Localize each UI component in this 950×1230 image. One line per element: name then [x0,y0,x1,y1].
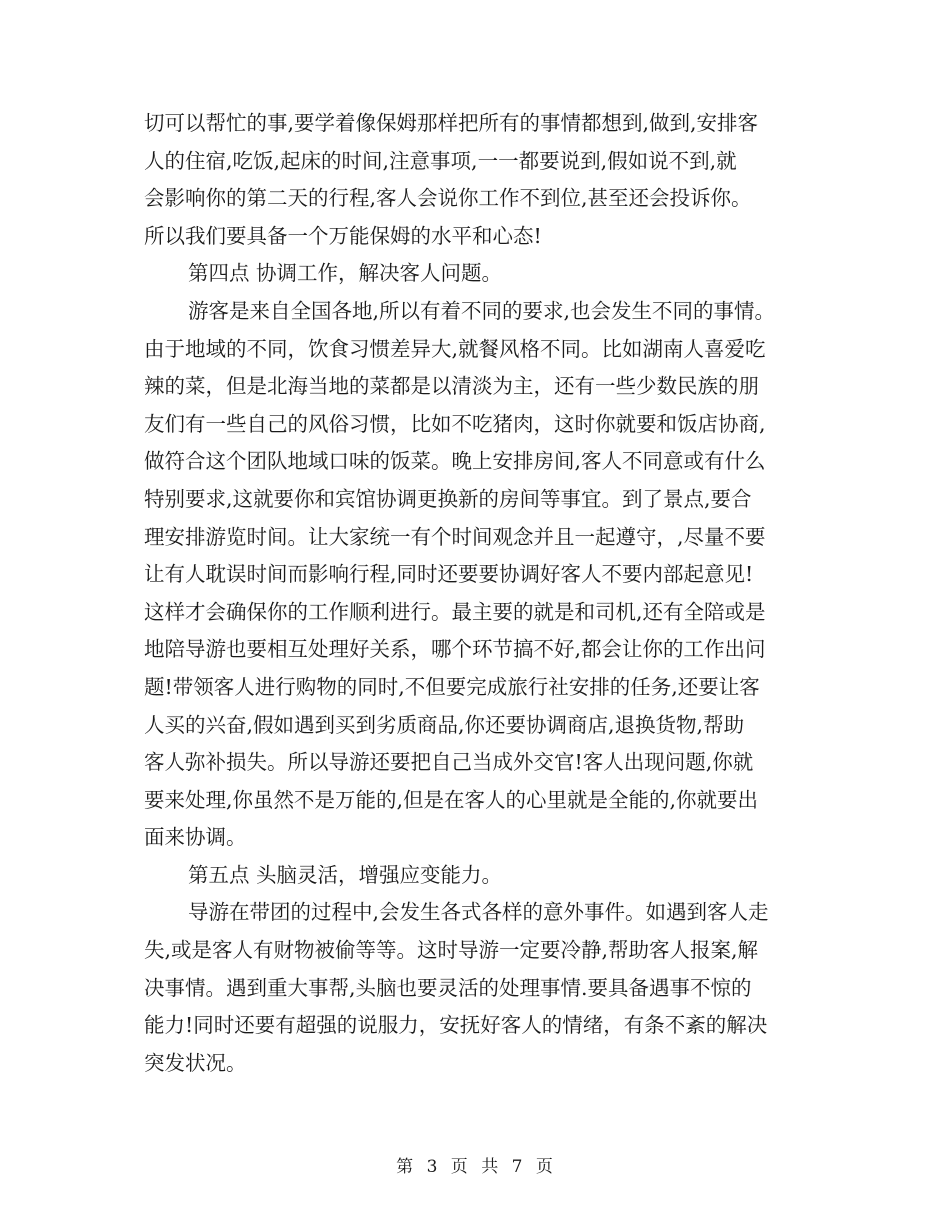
text-line: 切可以帮忙的事,要学着像保姆那样把所有的事情都想到,做到,安排客 [144,111,759,135]
text-line: 面来协调。 [144,825,247,850]
text-line: 这样才会确保你的工作顺利进行。最主要的就是和司机,还有全陪或是 [144,599,766,624]
text-line: 会影响你的第二天的行程,客人会说你工作不到位,甚至还会投诉你。 [144,186,752,211]
text-line: 友们有一些自己的风俗习惯，比如不吃猪肉，这时你就要和饭店协商, [144,411,766,436]
text-line: 要来处理,你虽然不是万能的,但是在客人的心里就是全能的,你就要出 [144,787,759,812]
text-line: 突发状况。 [144,1050,247,1075]
text-line: 导游在带团的过程中,会发生各式各样的意外事件。如遇到客人走 [188,900,769,925]
text-line: 人的住宿,吃饭,起床的时间,注意事项,一一都要说到,假如说不到,就 [144,148,737,173]
text-line: 特别要求,这就要你和宾馆协调更换新的房间等事宜。到了景点,要合 [144,486,752,511]
text-line: 失,或是客人有财物被偷等等。这时导游一定要冷静,帮助客人报案,解 [144,938,759,963]
section-heading-4: 第四点 协调工作，解决客人问题。 [188,261,503,286]
text-line: 让有人耽误时间而影响行程,同时还要要协调好客人不要内部起意见! [144,562,754,587]
text-line: 决事情。遇到重大事帮,头脑也要灵活的处理事情.要具备遇事不惊的 [144,975,752,1000]
section-heading-5: 第五点 头脑灵活，增强应变能力。 [188,862,503,887]
text-line: 做符合这个团队地域口味的饭菜。晚上安排房间,客人不同意或有什么 [144,449,766,474]
text-line: 人买的兴奋,假如遇到买到劣质商品,你还要协调商店,退换货物,帮助 [144,712,745,737]
text-line: 能力!同时还要有超强的说服力，安抚好客人的情绪，有条不紊的解决 [144,1013,768,1038]
text-line: 客人弥补损失。所以导游还要把自己当成外交官!客人出现问题,你就 [144,750,754,775]
document-body [144,105,810,1082]
page-number-footer: 第 3 页 共 7 页 [396,1157,554,1177]
text-line: 由于地域的不同，饮食习惯差异大,就餐风格不同。比如湖南人喜爱吃 [144,336,766,361]
text-line: 题!带领客人进行购物的同时,不但要完成旅行社安排的任务,还要让客 [144,674,760,699]
text-line: 游客是来自全国各地,所以有着不同的要求,也会发生不同的事情。 [188,298,776,323]
text-line: 辣的菜，但是北海当地的菜都是以清淡为主，还有一些少数民族的朋 [144,374,759,399]
text-line: 地陪导游也要相互处理好关系，哪个环节搞不好,都会让你的工作出问 [144,637,766,662]
text-line: 理安排游览时间。让大家统一有个时间观念并且一起遵守，,尽量不要 [144,524,766,549]
text-line: 所以我们要具备一个万能保姆的水平和心态! [144,223,542,248]
